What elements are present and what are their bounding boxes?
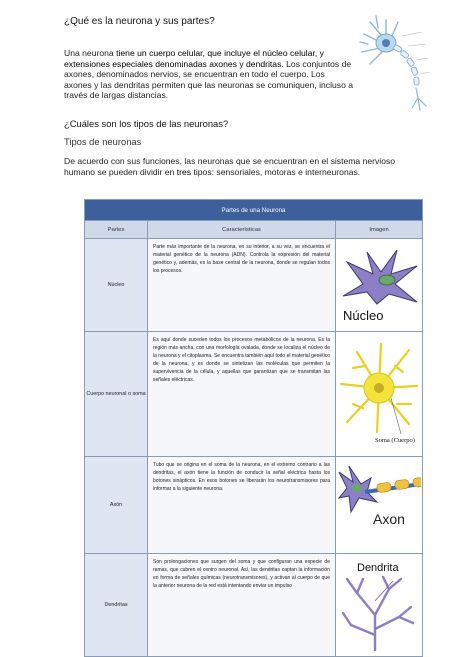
heading-neuron-types: Tipos de neuronas — [64, 136, 142, 147]
part-name: Dendritas — [85, 554, 148, 657]
axon-illustration-icon — [337, 462, 421, 548]
table-header-row — [85, 221, 423, 239]
axon-image-label: Axon — [373, 511, 405, 527]
intro-text-bold: tiene un cuerpo celular, que incluye el núcleo celular, y extensiones especiales denominadas axones y dendritas — [64, 48, 324, 69]
part-name: Cuerpo neuronal o soma — [85, 332, 148, 457]
table-row — [85, 457, 423, 554]
types-text-end: tipos: sensoriales, motoras e interneuronas. — [191, 166, 361, 177]
dendrite-image-label: Dendrita — [357, 562, 399, 574]
part-image-cell — [336, 239, 423, 332]
table-row — [85, 332, 423, 457]
table-title-row — [85, 200, 423, 221]
part-image-cell — [336, 332, 423, 457]
part-name: Núcleo — [85, 239, 148, 332]
types-text-start: De acuerdo con sus funciones, las neuronas que se encuentran en el sistema nervioso humano se pueden dividir en — [64, 156, 396, 177]
soma-image-label: Soma (Cuerpo) — [375, 437, 415, 444]
heading-neuron-types-question: ¿Cuáles son los tipos de las neuronas? — [64, 118, 229, 129]
column-header-image: Imagen — [336, 221, 423, 239]
intro-text-start: Una neurona — [64, 48, 117, 58]
soma-illustration-icon — [337, 338, 421, 450]
column-header-parts: Partes — [85, 221, 148, 239]
column-header-characteristics: Características — [148, 221, 336, 239]
neuron-diagram-icon — [356, 12, 434, 120]
part-description: Parte más importante de la neurona, en su interior, a su vez, se encuentra el material genético de la neurona (ADN). Controla la expresión del material genético y, además, es la base central de la neurona, donde se regulan todos los procesos. — [148, 239, 336, 332]
intro-text-rest: . Los conjuntos de axones, denominados nervios, se encuentran en todo el cuerpo. Los axones y las dendritas permiten que las neuronas se comuniquen, incluso a través de largas distancias. — [64, 58, 354, 101]
intro-paragraph — [64, 48, 354, 101]
table-row — [85, 239, 423, 332]
nucleus-illustration-icon — [337, 244, 421, 326]
part-image-cell — [336, 457, 423, 554]
nucleus-image-label: Núcleo — [343, 308, 384, 323]
part-description: Tubo que se origina en el soma de la neurona, en el extremo contrario a las dendritas, el axón tiene la función de conducir la señal eléctrica hasta los botones sinápticos. En esos botones se liberarán los neurotransmisores para informar a la siguiente neurona. — [148, 457, 336, 554]
heading-what-is-neuron: ¿Qué es la neurona y sus partes? — [64, 16, 215, 27]
part-image-cell — [336, 554, 423, 657]
table-title: Partes de una Neurona — [85, 200, 423, 221]
types-text-bold: tres — [176, 166, 192, 177]
types-paragraph — [64, 156, 404, 177]
neuron-parts-table — [84, 199, 423, 657]
table-row — [85, 554, 423, 657]
dendrite-illustration-icon — [337, 559, 421, 651]
part-name: Axón — [85, 457, 148, 554]
part-description: Es aquí donde suceden todos los procesos metabólicos de la neurona. Es la región más ancha, con una morfología ovalada, donde se localiza el núcleo de la neurona y el citoplasma. Se encuentra también aquí todo el material genético de la neurona, y es donde se sintetizan las moléculas que permiten la supervivencia de la célula, y aquellas que garantizan que se transmitan las señales eléctricas. — [148, 332, 336, 457]
part-description: Son prolongaciones que surgen del soma y que configuran una especie de ramas, que cubren el centro neuronal. Así, las dendritas captan la información en forma de señales químicas (neurotransmisores), y activan al cuerpo de que la anterior neurona de la red está intentando enviar un impulso — [148, 554, 336, 657]
